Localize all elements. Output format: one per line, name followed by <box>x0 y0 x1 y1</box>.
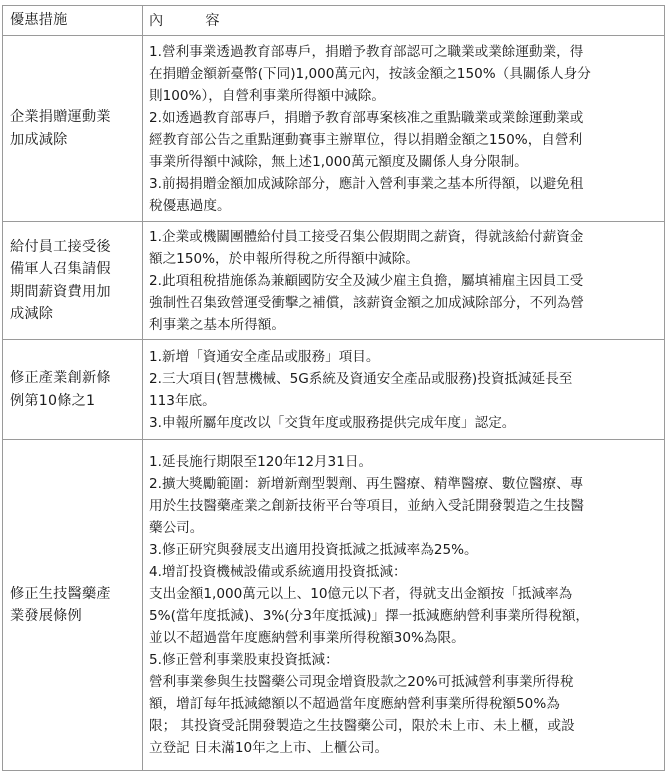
content-line: 1.延長施行期限至120年12月31日。 <box>149 454 373 470</box>
content-line: 藥公司。 <box>149 520 204 536</box>
content-line: 在捐贈金額新臺幣(下同)1,000萬元內，按該金額之150%（具關係人身分 <box>149 65 591 82</box>
content-line: 2.擴大獎勵範圍：新增新劑型製劑、再生醫療、精準醫療、數位醫療、專 <box>149 476 584 492</box>
content-line: 2.三大項目(智慧機械、5G系統及資通安全產品或服務)投資抵減延長至 <box>149 370 573 387</box>
measure-line: 例第10條之1 <box>10 392 96 409</box>
content-line: 4.增訂投資機械設備或系統適用投資抵減： <box>149 564 407 580</box>
table-row <box>3 36 665 222</box>
header-measure: 優惠措施 <box>3 6 143 36</box>
tax-incentives-table <box>2 5 665 771</box>
content-line: 並以不超過當年度應納營利事業所得稅額30%為限。 <box>149 630 465 646</box>
content-line: 經教育部公告之重點運動賽事主辦單位，得以捐贈金額之150%，自營利 <box>149 131 583 148</box>
measure-line: 備軍人召集請假 <box>10 261 111 277</box>
measure-line: 修正生技醫藥產 <box>10 585 111 602</box>
measure-cell <box>3 340 143 440</box>
content-line: 支出金額1,000萬元以上、10億元以下者，得就支出金額按「抵減率為 <box>149 586 573 602</box>
content-line: 3.申報所屬年度改以「交貨年度或服務提供完成年度」認定。 <box>149 414 516 431</box>
header-content <box>143 6 665 36</box>
content-line: 事業所得額中減除，無上述1,000萬元額度及關係人身分限制。 <box>149 153 528 170</box>
content-line: 1.營利事業透過教育部專戶，捐贈予教育部認可之職業或業餘運動業，得 <box>149 43 584 60</box>
content-line: 強制性召集致營運受衝擊之補償，該薪資金額之加成減除部分，不列為營 <box>149 294 584 311</box>
content-line: 稅優惠過度。 <box>149 197 231 214</box>
content-line: 1.企業或機關團體給付員工接受召集公假期間之薪資，得就該給付薪資金 <box>149 228 584 245</box>
table-row <box>3 340 665 440</box>
measure-line: 企業捐贈運動業 <box>10 109 111 125</box>
content-line: 5.修正營利事業股東投資抵減： <box>149 652 339 668</box>
content-line: 立登記 日未滿10年之上市、上櫃公司。 <box>149 740 389 756</box>
content-line: 用於生技醫藥產業之創新技術平台等項目，並納入受託開發製造之生技醫 <box>149 498 584 514</box>
content-line: 2.此項租稅措施係為兼顧國防安全及減少雇主負擔，屬填補雇主因員工受 <box>149 272 584 289</box>
measure-cell <box>3 36 143 222</box>
measure-line: 成減除 <box>10 306 54 322</box>
table-row <box>3 222 665 340</box>
content-line: 則100%），自營利事業所得額中減除。 <box>149 87 385 104</box>
measure-line: 給付員工接受後 <box>10 238 111 255</box>
table-header-row <box>3 6 665 36</box>
content-line: 2.如透過教育部專戶，捐贈予教育部專案核准之重點職業或業餘運動業或 <box>149 109 584 126</box>
content-cell <box>143 440 665 771</box>
content-line: 營利事業參與生技醫藥公司現金增資股款之20%可抵減營利事業所得稅 <box>149 674 574 690</box>
content-line: 利事業之基本所得額。 <box>149 316 285 333</box>
measure-line: 業發展條例 <box>10 608 82 624</box>
content-cell <box>143 222 665 340</box>
content-cell <box>143 36 665 222</box>
content-line: 限； 其投資受託開發製造之生技醫藥公司，限於未上市、未上櫃，或設 <box>149 718 575 734</box>
table-row <box>3 440 665 771</box>
header-content-label: 內 容 <box>149 12 234 29</box>
measure-line: 期間薪資費用加 <box>10 283 111 300</box>
content-line: 額，增訂每年抵減總額以不超過當年度應納營利事業所得稅額50%為 <box>149 696 560 712</box>
content-line: 3.前揭捐贈金額加成減除部分，應計入營利事業之基本所得額，以避免租 <box>149 175 584 192</box>
content-line: 1.新增「資通安全產品或服務」項目。 <box>149 348 380 365</box>
content-line: 113年底。 <box>149 392 216 409</box>
content-line: 3.修正研究與發展支出適用投資抵減之抵減率為25%。 <box>149 542 478 558</box>
measure-line: 加成減除 <box>10 131 68 148</box>
content-line: 5%(當年度抵減)、3%(分3年度抵減)」擇一抵減應納營利事業所得稅額， <box>149 608 590 624</box>
measure-line: 修正產業創新條 <box>10 370 111 386</box>
measure-cell <box>3 222 143 340</box>
content-line: 額之150%，於申報所得稅之所得額中減除。 <box>149 250 419 267</box>
content-cell <box>143 340 665 440</box>
measure-cell <box>3 440 143 771</box>
